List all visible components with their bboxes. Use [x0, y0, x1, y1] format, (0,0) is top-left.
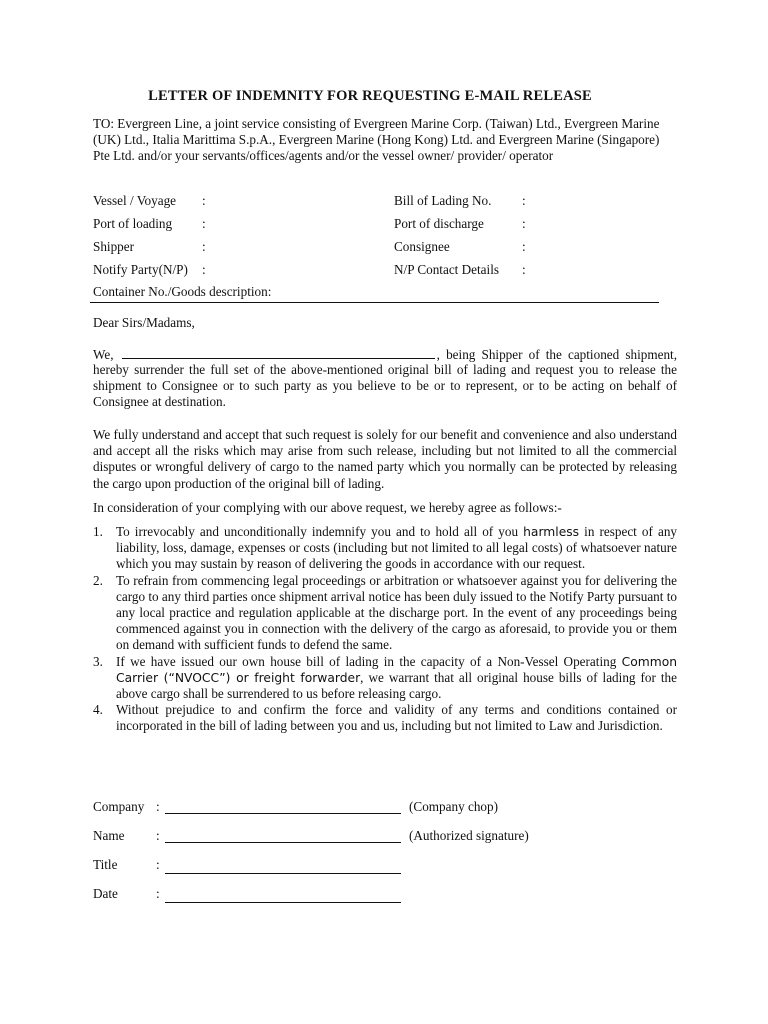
- name-colon: :: [156, 828, 160, 843]
- title-colon: :: [156, 857, 160, 872]
- list-item-text: To irrevocably and unconditionally indemnify you and to hold all of you: [116, 524, 519, 539]
- para-first-line-rest: , being Shipper of the captioned shipment,: [436, 347, 677, 362]
- company-chop-note: (Company chop): [409, 799, 498, 814]
- indemnity-terms-list: [93, 524, 677, 735]
- list-item-text: in respect of any liability, loss, damage, expenses or costs (including but not limited to all legal costs) of whatsoever nature which you may sustain by reason of delivering the goods in accordance with our request.: [116, 524, 678, 572]
- shipper-name-blank[interactable]: [122, 346, 435, 359]
- list-item: [93, 702, 677, 734]
- shipper-label: Shipper: [93, 239, 135, 254]
- list-item-emphasis: Common Carrier (“NVOCC”) or freight forwarder: [116, 654, 678, 685]
- port-of-loading-colon: :: [202, 216, 206, 231]
- list-item-emphasis: harmless: [523, 525, 580, 539]
- para-consideration: In consideration of your complying with our above request, we hereby agree as follows:-: [93, 500, 562, 515]
- date-label: Date: [93, 886, 118, 901]
- list-item: [93, 524, 677, 573]
- para-surrender: hereby surrender the full set of the above-mentioned original bill of lading and request you to release the shipment to Consignee or to such party as you believe to be or to represent, or to be acting on behalf of Consignee at destination.: [93, 362, 677, 410]
- consignee-colon: :: [522, 239, 526, 254]
- np-contact-label: N/P Contact Details: [394, 262, 499, 277]
- list-item: [93, 654, 677, 703]
- addressee-block: TO: Evergreen Line, a joint service consisting of Evergreen Marine Corp. (Taiwan) Ltd., Evergreen Marine (UK) Ltd., Italia Marittima S.p.A., Evergreen Marine (Hong Kong) Ltd. and Evergreen Marine (Singapore) Pte Ltd. and/or your servants/offices/agents and/or the vessel owner/ provider/ operator: [93, 116, 660, 164]
- consignee-label: Consignee: [394, 239, 450, 254]
- name-label: Name: [93, 828, 125, 843]
- port-of-discharge-label: Port of discharge: [394, 216, 484, 231]
- shipper-colon: :: [202, 239, 206, 254]
- para-understand: We fully understand and accept that such request is solely for our benefit and convenience and also understand and accept all the risks which may arise from such release, including but not limited to all the commercial disputes or wrongful delivery of cargo to the named party which you normally can be protected by releasing the cargo upon production of the original bill of lading.: [93, 427, 677, 491]
- list-item-text: To refrain from commencing legal proceedings or arbitration or whatsoever against you for delivering the cargo to any third parties once shipment arrival notice has been duly issued to the Notify Party pursuant to any local practice and regulation applicable at the discharge port. In the event of any proceedings being commenced against you in connection with the delivery of the cargo as aforesaid, to provide you or them on demand with sufficient funds to defend the same.: [116, 572, 677, 653]
- para-we: We,: [93, 347, 114, 362]
- company-label: Company: [93, 799, 145, 814]
- para-first-line: [93, 346, 677, 363]
- list-item-number: 4.: [93, 702, 103, 718]
- vessel-voyage-colon: :: [202, 193, 206, 208]
- port-of-discharge-colon: :: [522, 216, 526, 231]
- list-item-number: 2.: [93, 572, 103, 588]
- list-item-text: Without prejudice to and confirm the force and validity of any terms and conditions contained or incorporated in the bill of lading between you and us, including but not limited to Law and Jurisdiction.: [116, 702, 677, 734]
- title-line[interactable]: [165, 873, 401, 874]
- bill-of-lading-colon: :: [522, 193, 526, 208]
- list-item-number: 3.: [93, 653, 103, 669]
- list-item-text: , we warrant that all original house bills of lading for the above cargo shall be surrendered to us before releasing cargo.: [116, 669, 677, 702]
- salutation: Dear Sirs/Madams,: [93, 315, 195, 330]
- company-colon: :: [156, 799, 160, 814]
- title-label: Title: [93, 857, 118, 872]
- vessel-voyage-label: Vessel / Voyage: [93, 193, 177, 208]
- port-of-loading-label: Port of loading: [93, 216, 173, 231]
- date-line[interactable]: [165, 902, 401, 903]
- company-line[interactable]: [165, 813, 401, 814]
- letter-title: LETTER OF INDEMNITY FOR REQUESTING E-MAIL RELEASE: [148, 88, 592, 104]
- list-item-text: If we have issued our own house bill of lading in the capacity of a Non-Vessel Operating: [116, 653, 617, 669]
- authorized-signature-note: (Authorized signature): [409, 828, 529, 843]
- name-line[interactable]: [165, 842, 401, 843]
- list-item: [93, 573, 677, 654]
- bill-of-lading-label: Bill of Lading No.: [394, 193, 492, 208]
- container-goods-label: Container No./Goods description:: [93, 284, 272, 299]
- section-divider: [90, 302, 659, 303]
- np-contact-colon: :: [522, 262, 526, 277]
- date-colon: :: [156, 886, 160, 901]
- notify-party-label: Notify Party(N/P): [93, 262, 188, 277]
- list-item-number: 1.: [93, 524, 103, 539]
- notify-party-colon: :: [202, 262, 206, 277]
